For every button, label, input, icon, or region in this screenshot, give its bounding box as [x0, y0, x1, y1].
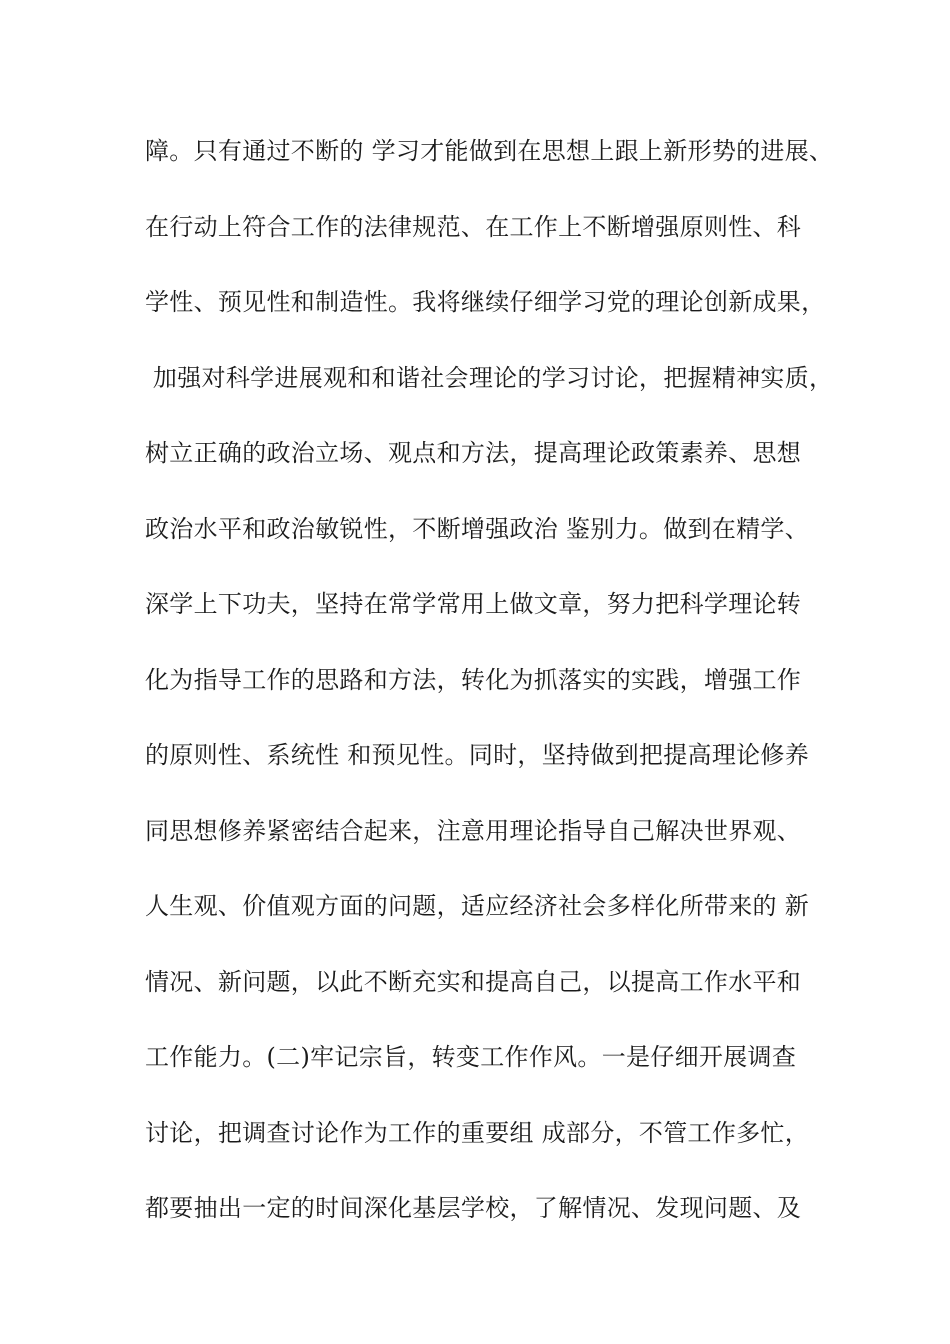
text-line: 障。只有通过不断的 学习才能做到在思想上跟上新形势的进展、	[145, 137, 834, 165]
text-line: 工作能力。(二)牢记宗旨，转变工作作风。一是仔细开展调查	[145, 1043, 797, 1071]
text-line: 都要抽出一定的时间深化基层学校，了解情况、发现问题、及	[145, 1194, 802, 1222]
text-line: 政治水平和政治敏锐性，不断增强政治 鉴别力。做到在精学、	[145, 514, 810, 543]
body-text	[145, 131, 835, 1264]
text-line: 在行动上符合工作的法律规范、在工作上不断增强原则性、科	[145, 212, 802, 241]
text-line: 的原则性、系统性 和预见性。同时，坚持做到把提高理论修养	[145, 741, 810, 769]
text-line: 讨论，把调查讨论作为工作的重要组 成部分，不管工作多忙，	[145, 1118, 810, 1147]
text-line: 深学上下功夫，坚持在常学常用上做文章，努力把科学理论转	[145, 590, 802, 618]
text-line: 树立正确的政治立场、观点和方法，提高理论政策素养、思想	[145, 439, 802, 467]
text-line: 情况、新问题，以此不断充实和提高自己，以提高工作水平和	[145, 967, 802, 996]
text-line: 人生观、价值观方面的问题，适应经济社会多样化所带来的 新	[145, 892, 810, 920]
text-line: 同思想修养紧密结合起来，注意用理论指导自己解决世界观、	[145, 816, 802, 845]
text-line: 化为指导工作的思路和方法，转化为抓落实的实践，增强工作	[145, 665, 802, 694]
text-line: 学性、预见性和制造性。我将继续仔细学习党的理论创新成果，	[145, 288, 826, 316]
text-line: 加强对科学进展观和和谐社会理论的学习讨论，把握精神实质，	[145, 363, 834, 392]
